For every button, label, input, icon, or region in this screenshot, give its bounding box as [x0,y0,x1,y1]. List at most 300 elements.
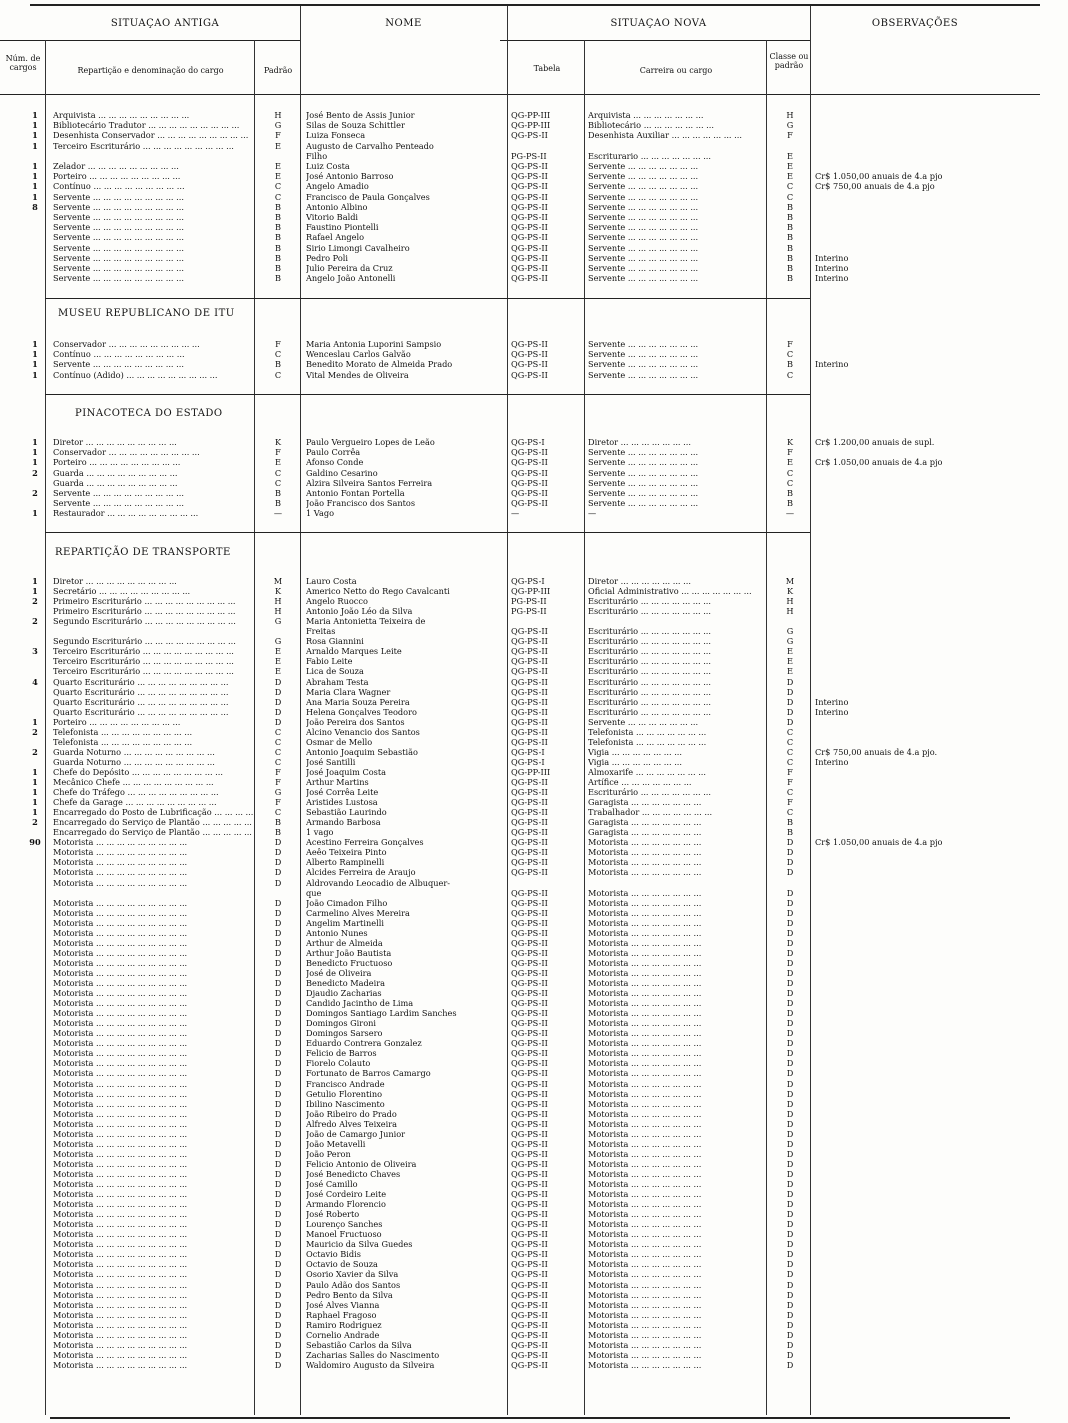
cell-tabela: QG-PS-II [511,1008,548,1019]
cell-nome: Faustino Piontelli [306,222,379,233]
cell-classe: D [786,998,794,1009]
cell-cargo: Encarregado do Serviço de Plantão ... . [53,827,253,837]
cell-cargo: Motorista ... . [53,878,253,888]
cell-carreira: Motorista ... . [588,1219,763,1229]
cell-carreira: Motorista ... . [588,1149,763,1159]
cell-classe: D [786,1319,794,1330]
cell-classe: D [786,1219,794,1230]
cell-nome: Alcino Venancio dos Santos [306,726,420,737]
cell-cargo: Servente ... . [53,488,253,498]
cell-tabela: QG-PS-II [511,369,548,380]
cell-padrao: D [274,1168,282,1179]
cell-nome: João Francisco dos Santos [306,498,416,509]
cell-obs: Interino [815,263,849,273]
cell-cargo: Porteiro ... . [53,171,253,181]
cell-tabela: QG-PS-II [511,827,548,838]
cell-classe: B [786,252,794,263]
cell-cargo: Encarregado do Serviço de Plantão ... . [53,817,253,827]
cell-cargo: Motorista ... . [53,1320,253,1330]
cell-carreira: Motorista ... . [588,1300,763,1310]
cell-classe: B [786,817,794,828]
cell-classe: B [786,263,794,273]
cell-tabela: QG-PS-II [511,1279,548,1290]
cell-classe: H [786,110,794,120]
cell-nome: João Pereira dos Santos [306,716,405,727]
cell-classe: D [786,1209,794,1220]
col-divider-padrao [300,6,301,1415]
cell-padrao: B [274,212,282,222]
cell-tabela: QG-PS-I [511,746,545,757]
cell-cargo: Motorista ... . [53,1209,253,1219]
cell-padrao: F [275,130,281,141]
cell-cargo: Telefonista ... . [53,727,253,737]
cell-cargo: Restaurador ... . [53,508,253,518]
cell-nome: José Bento de Assis Junior [306,110,415,120]
cell-classe: G [786,626,794,637]
cell-classe: D [786,927,794,938]
cell-classe: D [786,1259,794,1270]
cell-padrao: B [274,232,282,243]
cell-num: 1 [32,120,38,131]
cell-classe: D [786,1339,794,1350]
cell-classe: D [786,1168,794,1179]
cell-carreira: Servente ... . [588,212,763,222]
cell-tabela: QG-PS-II [511,1018,548,1029]
cell-cargo: Motorista ... . [53,857,253,867]
cell-carreira: Servente ... . [588,243,763,253]
cell-classe: E [787,171,793,182]
cell-padrao: C [274,467,282,478]
cell-cargo: Motorista ... . [53,1149,253,1159]
cell-nome: Aeêo Teixeira Pinto [306,847,387,858]
cell-obs: Interino [815,696,849,707]
cell-carreira: Escriturário ... . [588,596,763,606]
cell-cargo: Chefe da Garage ... . [53,797,253,807]
cell-classe: F [787,339,793,349]
cell-tabela: QG-PS-II [511,1209,548,1220]
cell-carreira: Servente ... . [588,222,763,232]
cell-nome: Vital Mendes de Oliveira [306,369,409,380]
cell-tabela: QG-PS-II [511,1329,548,1340]
cell-tabela: QG-PP-III [511,766,551,777]
cell-padrao: D [274,1189,282,1200]
cell-padrao: D [274,1199,282,1210]
cell-num: 2 [32,726,38,737]
cell-padrao: D [274,988,282,999]
cell-nome: Getulio Florentino [306,1088,383,1099]
cell-cargo: Desenhista Conservador ... . [53,130,253,140]
cell-padrao: B [274,222,282,233]
cell-padrao: D [274,877,282,888]
cell-classe: C [786,736,794,747]
cell-cargo: Motorista ... . [53,1179,253,1189]
cell-num: 1 [32,140,38,151]
cell-tabela: QG-PS-II [511,212,548,222]
cell-classe: D [786,1249,794,1260]
cell-cargo: Motorista ... . [53,1038,253,1048]
cell-nome: João Metavelli [306,1138,366,1149]
cell-cargo: Telefonista ... . [53,737,253,747]
cell-padrao: D [274,1068,282,1079]
cell-nome: Osorio Xavier da Silva [306,1269,399,1280]
cell-cargo: Servente ... . [53,359,253,369]
cell-cargo: Conservador ... . [53,447,253,457]
cell-padrao: D [274,897,282,908]
cell-cargo: Motorista ... . [53,1360,253,1370]
cell-cargo: Motorista ... . [53,837,253,847]
cell-padrao: C [274,477,282,488]
cell-nome: Domingos Santiago Lardim Sanches [306,1008,457,1019]
cell-nome: Luiz Costa [306,161,350,171]
cell-carreira: Motorista ... . [588,1290,763,1300]
cell-classe: D [786,1349,794,1360]
cell-cargo: Motorista ... . [53,998,253,1008]
cell-classe: G [786,120,794,131]
cell-num: 1 [32,161,38,171]
cell-nome: Maria Antonietta Teixeira de [306,616,426,627]
cell-classe: D [786,1269,794,1280]
cell-carreira: Motorista ... . [588,1249,763,1259]
cell-nome: Raphael Fragoso [306,1309,377,1320]
cell-tabela: QG-PS-II [511,1138,548,1149]
cell-nome: Osmar de Mello [306,736,373,747]
cell-classe: D [786,897,794,908]
cell-padrao: D [274,1259,282,1270]
cell-cargo: Primeiro Escriturário ... . [53,596,253,606]
cell-nome: Augusto de Carvalho Penteado [306,140,434,151]
cell-tabela: QG-PS-II [511,1098,548,1109]
cell-padrao: D [274,716,282,727]
cell-carreira: Telefonista ... . [588,737,763,747]
cell-cargo: Chefe do Tráfego ... . [53,787,253,797]
cell-carreira: Motorista ... . [588,857,763,867]
cell-carreira: Escriturário ... . [588,677,763,687]
cell-cargo: Quarto Escriturário ... . [53,697,253,707]
cell-carreira: Motorista ... . [588,1068,763,1078]
cell-classe: K [786,437,794,447]
section-rule-museu [45,298,810,299]
cell-classe: D [786,1008,794,1019]
cell-classe: K [786,586,794,597]
cell-tabela: QG-PS-II [511,130,548,141]
cell-obs: Interino [815,756,849,767]
cell-carreira: Servente ... . [588,447,763,457]
cell-cargo: Motorista ... . [53,1109,253,1119]
cell-padrao: F [275,339,281,349]
cell-cargo: Servente ... . [53,243,253,253]
cell-tabela: QG-PS-II [511,498,548,509]
cell-nome: Benedito Morato de Almeida Prado [306,359,453,370]
cell-nome: Sirio Limongi Cavalheiro [306,242,410,253]
cell-padrao: C [274,181,282,192]
cell-tabela: QG-PS-II [511,706,548,717]
cell-cargo: Motorista ... . [53,1189,253,1199]
cell-cargo: Primeiro Escriturário ... . [53,606,253,616]
cell-tabela: QG-PS-II [511,1088,548,1099]
header-bottom-rule [0,94,1040,95]
cell-tabela: QG-PS-II [511,1319,548,1330]
cell-nome: Acestino Ferreira Gonçalves [306,837,424,848]
cell-tabela: QG-PS-II [511,1179,548,1189]
cell-padrao: D [274,978,282,988]
cell-classe: B [786,488,794,498]
cell-classe: D [786,947,794,958]
cell-nome: Abraham Testa [306,676,369,687]
cell-tabela: QG-PS-II [511,797,548,808]
cell-carreira: Servente ... . [588,457,763,467]
cell-cargo: Terceiro Escriturário ... . [53,646,253,656]
cell-classe: D [786,1359,794,1370]
cell-carreira: Diretor ... . [588,437,763,447]
cell-nome: Paulo Vergueiro Lopes de Leão [306,437,435,447]
cell-carreira: Motorista ... . [588,847,763,857]
cell-nome: Americo Netto do Rego Cavalcanti [306,586,450,597]
cell-tabela: QG-PS-II [511,1299,548,1310]
cell-tabela: QG-PS-II [511,1199,548,1210]
cell-tabela: QG-PS-II [511,666,548,677]
cell-carreira: Motorista ... . [588,1189,763,1199]
cell-num: 1 [32,576,38,586]
cell-padrao: D [274,1319,282,1330]
cell-padrao: D [274,867,282,878]
cell-cargo: Motorista ... . [53,1079,253,1089]
cell-nome: Angelo João Antonelli [306,273,396,284]
cell-cargo: Motorista ... . [53,1259,253,1269]
cell-nome: Rafael Angelo [306,232,365,243]
cell-cargo: Contínuo ... . [53,349,253,359]
cell-tabela: QG-PS-II [511,867,548,878]
cell-padrao: B [274,242,282,253]
cell-cargo: Zelador ... . [53,161,253,171]
cell-tabela: QG-PS-II [511,201,548,212]
cell-classe: C [786,726,794,737]
cell-tabela: QG-PS-II [511,1219,548,1230]
cell-cargo: Motorista ... . [53,978,253,988]
cell-cargo: Motorista ... . [53,908,253,918]
cell-nome: que [306,887,322,898]
cell-nome: Afonso Conde [306,457,364,468]
cell-padrao: E [275,161,281,171]
cell-nome: Alcides Ferreira de Araujo [306,867,416,878]
cell-padrao: K [274,586,282,597]
cell-tabela: QG-PS-II [511,1259,548,1270]
cell-cargo: Motorista ... . [53,1119,253,1129]
cell-nome: Antonio Fontan Portella [306,488,405,498]
cell-num: 1 [32,181,38,192]
cell-classe: — [785,508,795,519]
cell-carreira: Motorista ... . [588,958,763,968]
cell-padrao: D [274,1038,282,1049]
cell-padrao: D [274,1028,282,1039]
cell-classe: D [786,847,794,858]
cell-tabela: QG-PS-II [511,636,548,647]
cell-carreira: Motorista ... . [588,1280,763,1290]
cell-cargo: Motorista ... . [53,1099,253,1109]
cell-padrao: D [274,1299,282,1310]
cell-num: 1 [32,130,38,141]
cell-nome: Fiorelo Colauto [306,1058,371,1069]
cell-classe: H [786,596,794,607]
cell-num: 90 [29,837,41,848]
cell-num: 2 [32,746,38,757]
cell-carreira: Motorista ... . [588,1229,763,1239]
cell-padrao: D [274,1359,282,1370]
cell-carreira: Motorista ... . [588,867,763,877]
cell-carreira: Garagista ... . [588,797,763,807]
cell-carreira: Motorista ... . [588,1079,763,1089]
cell-classe: H [786,606,794,617]
cell-nome: José Alves Vianna [306,1299,380,1310]
cell-tabela: QG-PS-II [511,676,548,687]
cell-cargo: Motorista ... . [53,1068,253,1078]
cell-tabela: QG-PS-II [511,1068,548,1079]
cell-carreira: Bibliotecário ... . [588,120,763,130]
cell-carreira: Motorista ... . [588,938,763,948]
cell-nome: Ibilino Nascimento [306,1098,385,1109]
cell-tabela: QG-PS-II [511,242,548,253]
cell-classe: D [786,967,794,978]
cell-padrao: F [275,447,281,458]
cell-nome: Ramiro Rodriguez [306,1319,382,1330]
cell-cargo: Motorista ... . [53,1290,253,1300]
cell-tabela: QG-PS-II [511,1048,548,1059]
cell-carreira: Trabalhador ... . [588,807,763,817]
cell-padrao: C [274,756,282,767]
cell-tabela: QG-PS-II [511,626,548,637]
cell-carreira: Vigia ... . [588,757,763,767]
cell-padrao: D [274,1048,282,1059]
cell-nome: João Cimadon Filho [306,897,388,908]
cell-padrao: D [274,1229,282,1240]
cell-nome: Arnaldo Marques Leite [306,646,402,657]
cell-num: 1 [32,359,38,370]
cell-padrao: D [274,1108,282,1119]
cell-cargo: Diretor ... . [53,437,253,447]
col-divider-classe [810,6,811,1415]
cell-padrao: E [275,656,281,667]
cell-cargo: Guarda ... . [53,478,253,488]
cell-obs: Cr$ 1.050,00 anuais de 4.a pjo [815,837,943,848]
cell-num: 1 [32,777,38,787]
cell-padrao: M [273,576,283,586]
cell-tabela: QG-PS-II [511,1128,548,1139]
cell-carreira: Escriturário ... . [588,606,763,616]
cell-cargo: Motorista ... . [53,1089,253,1099]
cell-nome: Angelo Ruocco [306,596,368,607]
cell-padrao: D [274,1118,282,1129]
cell-carreira: Motorista ... . [588,928,763,938]
cell-num: 1 [32,171,38,182]
cell-padrao: C [274,349,282,360]
cell-padrao: — [273,508,283,519]
cell-tabela: QG-PS-II [511,998,548,1009]
cell-num: 2 [32,488,38,498]
cell-tabela: QG-PS-II [511,263,548,273]
cell-cargo: Servente ... . [53,273,253,283]
cell-classe: D [786,1138,794,1149]
cell-carreira: Servente ... . [588,478,763,488]
cell-padrao: E [275,666,281,677]
cell-classe: D [786,978,794,988]
cell-carreira: Motorista ... . [588,1239,763,1249]
cell-cargo: Servente ... . [53,263,253,273]
cell-tabela: QG-PS-II [511,777,548,787]
cell-cargo: Servente ... . [53,222,253,232]
cell-tabela: QG-PS-II [511,477,548,488]
cell-cargo: Guarda Noturno ... . [53,747,253,757]
cell-nome: Felicio Antonio de Oliveira [306,1158,417,1169]
cell-carreira: Diretor ... . [588,576,763,586]
cell-carreira: Motorista ... . [588,1008,763,1018]
cell-carreira: Motorista ... . [588,1310,763,1320]
cell-padrao: D [274,1269,282,1280]
cell-classe: D [786,1179,794,1189]
cell-cargo: Motorista ... . [53,958,253,968]
cell-nome: José Antonio Barroso [306,171,394,182]
cell-cargo: Servente ... . [53,202,253,212]
cell-classe: B [786,201,794,212]
cell-tabela: QG-PS-II [511,1118,548,1129]
cell-cargo: Secretário ... . [53,586,253,596]
cell-padrao: F [275,777,281,787]
cell-classe: E [787,161,793,171]
cell-nome: Alfredo Alves Teixeira [306,1118,398,1129]
cell-nome: Alzira Silveira Santos Ferreira [306,477,433,488]
cell-carreira: Servente ... . [588,263,763,273]
cell-carreira: Servente ... . [588,498,763,508]
cell-padrao: D [274,1128,282,1139]
cell-classe: C [786,467,794,478]
cell-padrao: B [274,263,282,273]
cell-padrao: D [274,847,282,858]
cell-nome: Domingos Sarsero [306,1028,383,1039]
cell-nome: Octavio de Souza [306,1259,378,1270]
cell-carreira: Escriturário ... . [588,787,763,797]
cell-padrao: G [274,636,282,647]
cell-tabela: QG-PS-II [511,947,548,958]
cell-tabela: QG-PS-II [511,191,548,202]
cell-padrao: B [274,252,282,263]
cell-tabela: QG-PS-II [511,937,548,948]
cell-num: 1 [32,766,38,777]
cell-nome: Maria Antonia Luporini Sampsio [306,339,442,349]
cell-num: 1 [32,807,38,818]
cell-cargo: Motorista ... . [53,1159,253,1169]
cell-carreira: Escriturário ... . [588,697,763,707]
cell-classe: D [786,686,794,697]
cell-carreira: Motorista ... . [588,1048,763,1058]
cell-padrao: D [274,927,282,938]
cell-padrao: B [274,488,282,498]
cell-tabela: QG-PS-II [511,447,548,458]
cell-classe: D [786,1028,794,1039]
cell-classe: F [787,766,793,777]
header-nome: NOME [385,18,422,29]
cell-classe: C [786,349,794,360]
col-divider-nome [507,6,508,1415]
cell-cargo: Motorista ... . [53,1028,253,1038]
cell-classe: D [786,1048,794,1059]
cell-cargo: Conservador ... . [53,339,253,349]
cell-num: 1 [32,339,38,349]
cell-padrao: D [274,837,282,848]
cell-carreira: Servente ... . [588,717,763,727]
cell-carreira: Servente ... . [588,192,763,202]
cell-carreira: Escriturario ... . [588,151,763,161]
cell-tabela: QG-PS-II [511,847,548,858]
cell-tabela: QG-PS-II [511,917,548,928]
cell-carreira: Motorista ... . [588,1179,763,1189]
